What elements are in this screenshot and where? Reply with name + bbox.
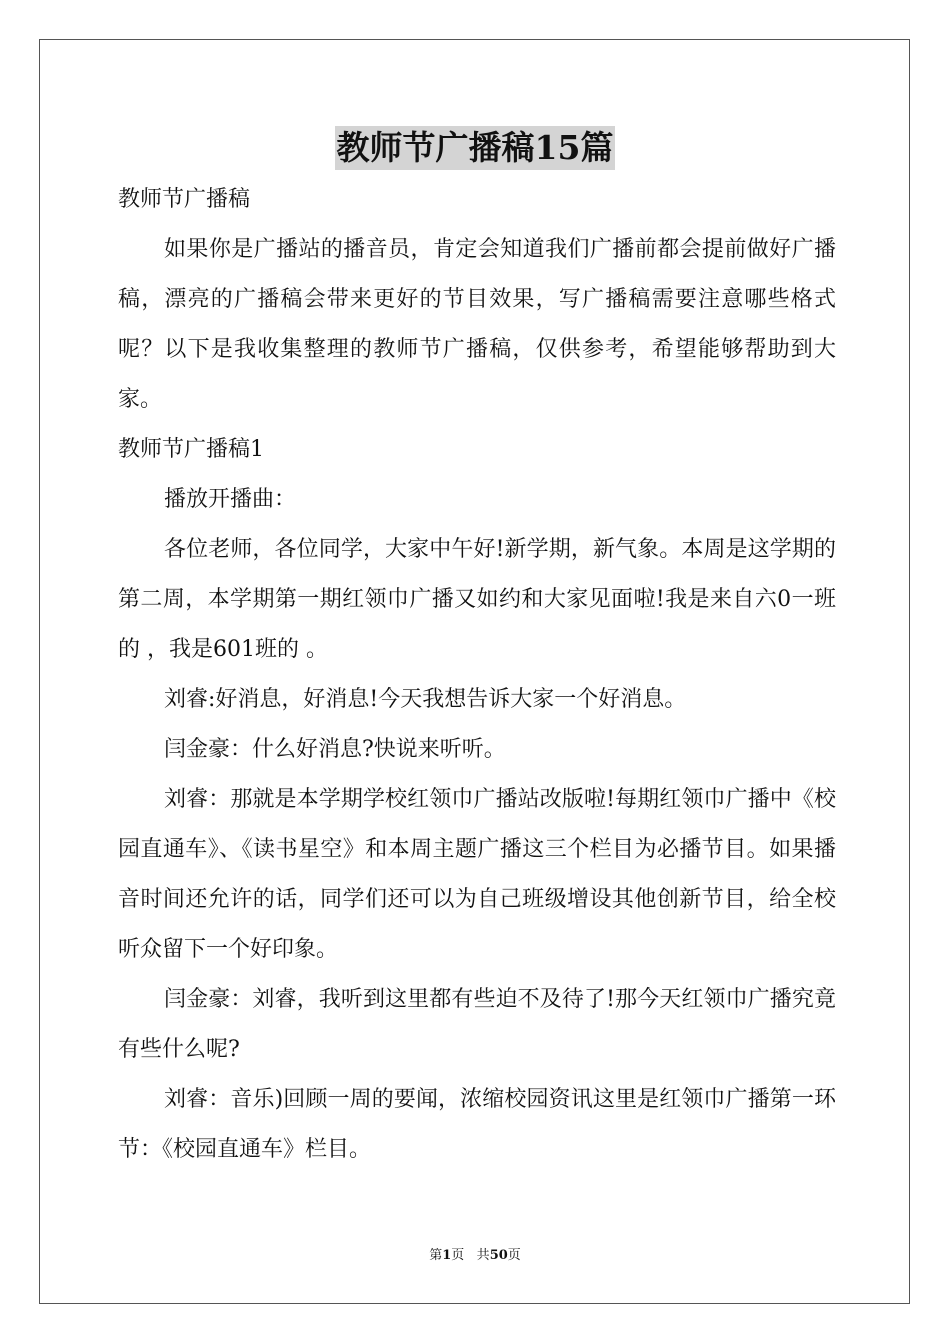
page-number: 1	[442, 1248, 452, 1263]
document-subtitle: 教师节广播稿	[118, 187, 251, 212]
page-footer	[0, 1247, 950, 1265]
total-prefix: 共	[476, 1248, 490, 1263]
page-prefix: 第	[429, 1248, 443, 1263]
total-pages: 50	[489, 1248, 508, 1263]
total-suffix: 页	[507, 1248, 521, 1263]
paragraph: 刘睿:好消息，好消息!今天我想告诉大家一个好消息。	[164, 687, 687, 712]
document-title: 教师节广播稿15篇	[335, 126, 616, 170]
document-body	[118, 175, 836, 1175]
paragraph: 播放开播曲：	[164, 487, 297, 512]
page-suffix: 页	[451, 1248, 465, 1263]
paragraph: 刘睿：那就是本学期学校红领巾广播站改版啦!每期红领巾广播中《校园直通车》、《读书星空》和本周主题广播这三个栏目为必播节目。如果播音时间还允许的话，同学们还可以为自己班级增设其他创新节目，给全校听众留下一个好印象。	[118, 787, 836, 962]
paragraph: 各位老师，各位同学，大家中午好!新学期，新气象。本周是这学期的第二周，本学期第一期红领巾广播又如约和大家见面啦!我是来自六0一班的 ，我是601班的 。	[118, 537, 836, 662]
paragraph: 闫金豪：刘睿，我听到这里都有些迫不及待了!那今天红领巾广播究竟有些什么呢?	[118, 987, 836, 1062]
title-container	[0, 126, 950, 170]
section-heading: 教师节广播稿1	[118, 437, 264, 462]
paragraph: 闫金豪：什么好消息?快说来听听。	[164, 737, 506, 762]
paragraph: 刘睿：音乐)回顾一周的要闻，浓缩校园资讯这里是红领巾广播第一环节：《校园直通车》栏目。	[118, 1087, 836, 1162]
intro-paragraph: 如果你是广播站的播音员，肯定会知道我们广播前都会提前做好广播稿，漂亮的广播稿会带来更好的节目效果，写广播稿需要注意哪些格式呢？以下是我收集整理的教师节广播稿，仅供参考，希望能够帮助到大家。	[118, 237, 836, 412]
